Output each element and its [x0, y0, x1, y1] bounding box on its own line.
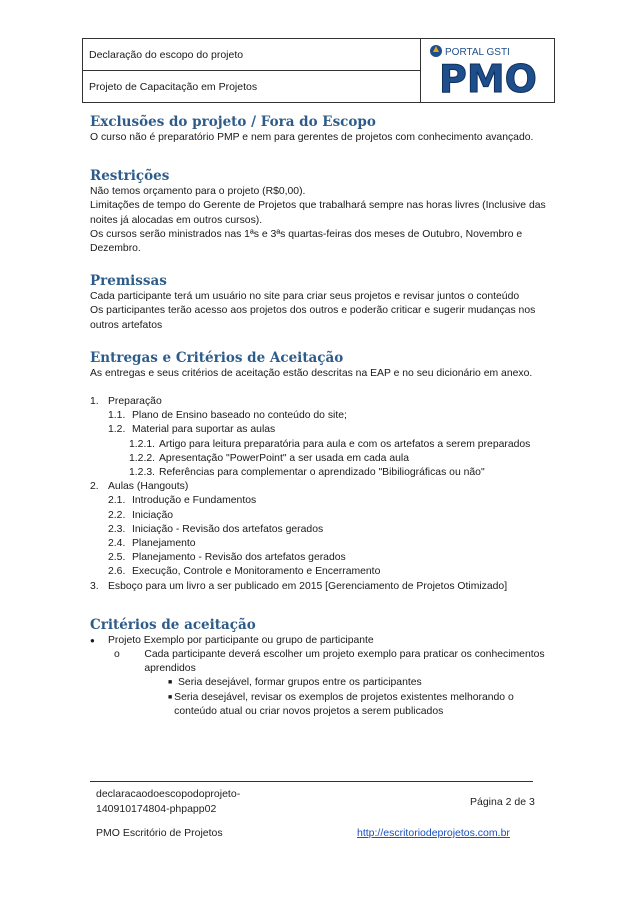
list-item: 2.4. Planejamento	[108, 538, 196, 550]
portal-gsti-logo-icon	[427, 43, 547, 59]
bullet-square-icon: ■	[168, 693, 173, 701]
restricoes-line: Não temos orçamento para o projeto (R$0,00).	[90, 186, 306, 198]
list-item: 2.3. Iniciação - Revisão dos artefatos gerados	[108, 523, 324, 535]
exclusoes-heading: Exclusões do projeto / Fora do Escopo	[90, 114, 376, 130]
logo-main-text: PMO	[439, 59, 537, 97]
footer-organization: PMO Escritório de Projetos	[96, 827, 223, 839]
bullet-dot-icon: ●	[90, 635, 95, 645]
list-item: 2.1. Introdução e Fundamentos	[108, 495, 257, 507]
list-item: 1.2.3. Referências para complementar o aprendizado "Bibiliográficas ou não"	[129, 467, 485, 479]
footer-divider	[90, 781, 533, 782]
list-item: ■ Seria desejável, formar grupos entre os participantes	[90, 676, 550, 690]
list-item: 1.1. Plano de Ensino baseado no conteúdo do site;	[108, 410, 347, 422]
footer-filename: declaracaodoescopodoprojeto-140910174804-phpapp02	[96, 788, 241, 815]
list-item: 2. Aulas (Hangouts)	[90, 481, 189, 493]
list-item: 1.2. Material para suportar as aulas	[108, 424, 276, 436]
list-item: o Cada participante deverá escolher um projeto exemplo para praticar os conhecimentos aprendidos	[90, 648, 550, 676]
exclusoes-text: O curso não é preparatório PMP e nem para gerentes de projetos com conhecimento avançado.	[90, 132, 534, 143]
bullet-circle-icon: o	[114, 649, 120, 661]
bullet-square-icon: ■	[168, 679, 173, 687]
list-item: 1. Preparação	[90, 396, 162, 408]
restricoes-line: Os cursos serão ministrados nas 1ªs e 3ªs quartas-feiras dos meses de Outubro, Novembro e Dezembro.	[90, 228, 523, 255]
list-item: 2.5. Planejamento - Revisão dos artefatos gerados	[108, 552, 346, 564]
footer-website-link[interactable]: http://escritoriodeprojetos.com.br	[357, 827, 510, 839]
premissas-line: Os participantes terão acesso aos projetos dos outros e poderão criticar e sugerir mudanças nos outros artefatos	[90, 305, 536, 331]
list-item: 1.2.2. Apresentação "PowerPoint" a ser usada em cada aula	[129, 452, 409, 464]
page-header	[82, 38, 555, 103]
list-item: 2.6. Execução, Controle e Monitoramento e Encerramento	[108, 566, 381, 578]
list-item: 3. Esboço para um livro a ser publicado em 2015 [Gerenciamento de Projetos Otimizado]	[90, 580, 508, 592]
pmo-logo-icon	[429, 59, 547, 97]
logo-brand-text: PORTAL GSTI	[445, 47, 510, 58]
entregas-intro: As entregas e seus critérios de aceitação estão descritas na EAP e no seu dicionário em anexo.	[90, 367, 533, 379]
list-item: ■ Seria desejável, revisar os exemplos de projetos existentes melhorando o conteúdo atual ou criar novos projetos a serem publicados	[90, 691, 550, 719]
list-item: 1.2.1. Artigo para leitura preparatória para aula e com os artefatos a serem preparados	[129, 438, 531, 450]
list-item: ● Projeto Exemplo por participante ou grupo de participante	[90, 634, 550, 648]
header-title: Declaração do escopo do projeto	[83, 39, 420, 71]
list-item: 2.2. Iniciação	[108, 509, 174, 521]
entregas-heading: Entregas e Critérios de Aceitação	[90, 349, 344, 366]
portal-gsti-pmo-logo	[420, 39, 554, 102]
restricoes-line: Limitações de tempo do Gerente de Projetos que trabalhará sempre nas horas livres (Inclusive das noites já alocadas em outros cursos).	[90, 200, 546, 226]
premissas-heading: Premissas	[90, 273, 167, 290]
criterios-heading: Critérios de aceitação	[90, 616, 256, 633]
document-body	[90, 113, 550, 719]
header-text-column	[83, 39, 420, 102]
footer-page-number: Página 2 de 3	[470, 796, 535, 808]
header-subtitle: Projeto de Capacitação em Projetos	[89, 80, 258, 93]
restricoes-heading: Restrições	[90, 168, 170, 185]
premissas-line: Cada participante terá um usuário no site para criar seus projetos e revisar juntos o conteúdo	[90, 291, 520, 303]
